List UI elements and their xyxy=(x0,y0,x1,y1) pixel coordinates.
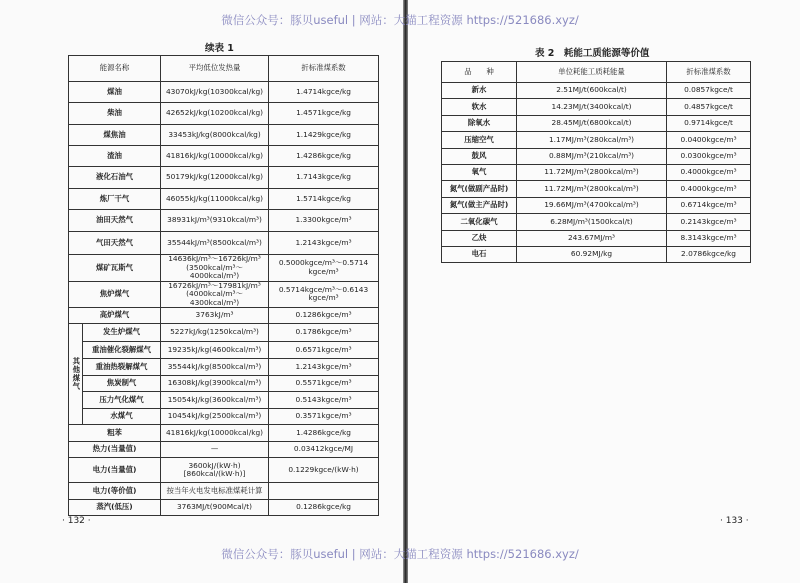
unit-energy: 19.66MJ/m³(4700kcal/m³) xyxy=(517,197,667,213)
table-row xyxy=(442,132,751,148)
medium-name: 氮气(做副产品时) xyxy=(442,181,517,197)
table-row xyxy=(69,500,379,516)
energy-name: 重油热裂解煤气 xyxy=(83,359,161,376)
energy-name: 焦炉煤气 xyxy=(69,281,161,308)
heat-value: — xyxy=(161,442,269,458)
unit-energy: 11.72MJ/m³(2800kcal/m³) xyxy=(517,181,667,197)
coal-coefficient: 0.2143kgce/m³ xyxy=(667,214,751,230)
table-row xyxy=(442,148,751,164)
heat-value: 3763MJ/t(900Mcal/t) xyxy=(161,500,269,516)
medium-name: 电石 xyxy=(442,246,517,262)
coal-coefficient: 0.1286kgce/m³ xyxy=(269,308,379,324)
header-coal-coefficient: 折标准煤系数 xyxy=(667,62,751,83)
heat-value: 5227kJ/kg(1250kcal/m³) xyxy=(161,324,269,342)
table-row xyxy=(69,376,379,392)
coal-coefficient: 0.0400kgce/m³ xyxy=(667,132,751,148)
heat-value: 43070kJ/kg(10300kcal/kg) xyxy=(161,82,269,103)
table-row xyxy=(442,181,751,197)
unit-energy: 6.28MJ/m³(1500kcal/t) xyxy=(517,214,667,230)
heat-value: 33453kJ/kg(8000kcal/kg) xyxy=(161,125,269,146)
table-row xyxy=(69,458,379,483)
unit-energy: 1.17MJ/m³(280kcal/m³) xyxy=(517,132,667,148)
heat-value: 3600kJ/(kW·h) [860kcal/(kW·h)] xyxy=(161,458,269,483)
table-row xyxy=(442,197,751,213)
coal-coefficient: 0.4000kgce/m³ xyxy=(667,181,751,197)
medium-name: 除氧水 xyxy=(442,115,517,131)
table-row xyxy=(442,230,751,246)
table-row xyxy=(442,115,751,131)
coal-coefficient: 1.3300kgce/m³ xyxy=(269,210,379,232)
watermark-top: 微信公众号：豚贝useful | 网站：大猫工程资源 https://521686.xyz/ xyxy=(221,13,579,27)
heat-value: 41816kJ/kg(10000kcal/kg) xyxy=(161,425,269,442)
page-number-left: · 132 · xyxy=(62,516,91,526)
table-header-row xyxy=(442,62,751,83)
energy-name: 气田天然气 xyxy=(69,232,161,255)
table-row xyxy=(442,246,751,262)
table-row xyxy=(69,82,379,103)
energy-name: 煤焦油 xyxy=(69,125,161,146)
coal-coefficient: 1.4286kgce/kg xyxy=(269,146,379,167)
energy-name: 粗苯 xyxy=(69,425,161,442)
coal-coefficient: 0.0857kgce/t xyxy=(667,83,751,99)
table-row xyxy=(69,342,379,359)
energy-name: 焦炭制气 xyxy=(83,376,161,392)
table-row xyxy=(69,425,379,442)
coal-coefficient: 0.6714kgce/m³ xyxy=(667,197,751,213)
coal-coefficient: 0.5571kgce/m³ xyxy=(269,376,379,392)
coal-coefficient: 1.4571kgce/kg xyxy=(269,103,379,125)
unit-energy: 0.88MJ/m³(210kcal/m³) xyxy=(517,148,667,164)
table-row xyxy=(69,210,379,232)
table-row xyxy=(69,324,379,342)
energy-name: 压力气化煤气 xyxy=(83,392,161,409)
medium-name: 氧气 xyxy=(442,164,517,180)
energy-name: 热力(当量值) xyxy=(69,442,161,458)
medium-name: 氮气(做主产品时) xyxy=(442,197,517,213)
heat-value: 35544kJ/kg(8500kcal/m³) xyxy=(161,359,269,376)
energy-name: 电力(当量值) xyxy=(69,458,161,483)
energy-name: 液化石油气 xyxy=(69,167,161,189)
coal-coefficient: 1.2143kgce/m³ xyxy=(269,359,379,376)
energy-name: 蒸汽(低压) xyxy=(69,500,161,516)
coal-coefficient: 2.0786kgce/kg xyxy=(667,246,751,262)
coal-coefficient: 0.5714kgce/m³～0.6143 kgce/m³ xyxy=(269,281,379,308)
coal-coefficient: 0.1229kgce/(kW·h) xyxy=(269,458,379,483)
medium-name: 新水 xyxy=(442,83,517,99)
medium-name: 压缩空气 xyxy=(442,132,517,148)
heat-value: 41816kJ/kg(10000kcal/kg) xyxy=(161,146,269,167)
table-row xyxy=(69,359,379,376)
table-row xyxy=(69,442,379,458)
table-row xyxy=(69,308,379,324)
medium-name: 乙炔 xyxy=(442,230,517,246)
coal-coefficient: 8.3143kgce/m³ xyxy=(667,230,751,246)
heat-value: 16308kJ/kg(3900kcal/m³) xyxy=(161,376,269,392)
heat-value: 50179kJ/kg(12000kcal/kg) xyxy=(161,167,269,189)
table-row xyxy=(69,255,379,282)
table-row xyxy=(69,167,379,189)
coal-coefficient: 0.6571kgce/m³ xyxy=(269,342,379,359)
energy-name: 油田天然气 xyxy=(69,210,161,232)
coal-coefficient: 0.4857kgce/t xyxy=(667,99,751,115)
medium-name: 二氧化碳气 xyxy=(442,214,517,230)
header-heat-value: 平均低位发热量 xyxy=(161,56,269,82)
working-medium-equivalent-table xyxy=(441,61,751,263)
table-row xyxy=(442,214,751,230)
table-row xyxy=(69,483,379,500)
coal-coefficient: 1.2143kgce/m³ xyxy=(269,232,379,255)
book-binding xyxy=(403,0,408,583)
energy-name: 炼厂干气 xyxy=(69,189,161,210)
energy-name: 渣油 xyxy=(69,146,161,167)
heat-value: 按当年火电发电标准煤耗计算 xyxy=(161,483,269,500)
table-row xyxy=(69,146,379,167)
watermark-bottom: 微信公众号：豚贝useful | 网站：大猫工程资源 https://521686.xyz/ xyxy=(221,547,579,561)
heat-value: 19235kJ/kg(4600kcal/m³) xyxy=(161,342,269,359)
energy-name: 电力(等价值) xyxy=(69,483,161,500)
table-row xyxy=(69,409,379,425)
unit-energy: 11.72MJ/m³(2800kcal/m³) xyxy=(517,164,667,180)
header-coal-coefficient: 折标准煤系数 xyxy=(269,56,379,82)
coal-coefficient: 0.9714kgce/t xyxy=(667,115,751,131)
heat-value: 35544kJ/m³(8500kcal/m³) xyxy=(161,232,269,255)
energy-conversion-table xyxy=(68,55,379,516)
header-variety: 品 种 xyxy=(442,62,517,83)
right-table-caption: 表 2 耗能工质能源等价值 xyxy=(535,48,650,59)
medium-name: 鼓风 xyxy=(442,148,517,164)
group-label-other-gas: 其他煤气 xyxy=(69,324,83,425)
coal-coefficient: 1.7143kgce/kg xyxy=(269,167,379,189)
energy-name: 重油催化裂解煤气 xyxy=(83,342,161,359)
medium-name: 软水 xyxy=(442,99,517,115)
coal-coefficient: 0.1286kgce/kg xyxy=(269,500,379,516)
energy-name: 煤矿瓦斯气 xyxy=(69,255,161,282)
coal-coefficient: 1.4286kgce/kg xyxy=(269,425,379,442)
table-row xyxy=(69,232,379,255)
energy-name: 发生炉煤气 xyxy=(83,324,161,342)
header-energy-name: 能源名称 xyxy=(69,56,161,82)
coal-coefficient: 0.5143kgce/m³ xyxy=(269,392,379,409)
table-row xyxy=(69,189,379,210)
coal-coefficient: 0.0300kgce/m³ xyxy=(667,148,751,164)
table-header-row xyxy=(69,56,379,82)
unit-energy: 60.92MJ/kg xyxy=(517,246,667,262)
coal-coefficient xyxy=(269,483,379,500)
coal-coefficient: 0.4000kgce/m³ xyxy=(667,164,751,180)
energy-name: 水煤气 xyxy=(83,409,161,425)
table-row xyxy=(69,281,379,308)
coal-coefficient: 0.3571kgce/m³ xyxy=(269,409,379,425)
energy-name: 柴油 xyxy=(69,103,161,125)
energy-name: 煤油 xyxy=(69,82,161,103)
heat-value: 46055kJ/kg(11000kcal/kg) xyxy=(161,189,269,210)
heat-value: 16726kJ/m³～17981kJ/m³ (4000kcal/m³～4300kcal/m³) xyxy=(161,281,269,308)
coal-coefficient: 1.5714kgce/kg xyxy=(269,189,379,210)
heat-value: 38931kJ/m³(9310kcal/m³) xyxy=(161,210,269,232)
table-row xyxy=(69,392,379,409)
heat-value: 42652kJ/kg(10200kcal/kg) xyxy=(161,103,269,125)
coal-coefficient: 0.03412kgce/MJ xyxy=(269,442,379,458)
coal-coefficient: 1.4714kgce/kg xyxy=(269,82,379,103)
heat-value: 15054kJ/kg(3600kcal/m³) xyxy=(161,392,269,409)
unit-energy: 14.23MJ/t(3400kcal/t) xyxy=(517,99,667,115)
coal-coefficient: 1.1429kgce/kg xyxy=(269,125,379,146)
unit-energy: 243.67MJ/m³ xyxy=(517,230,667,246)
table-row xyxy=(442,83,751,99)
table-row xyxy=(69,103,379,125)
heat-value: 14636kJ/m³～16726kJ/m³ (3500kcal/m³～4000kcal/m³) xyxy=(161,255,269,282)
unit-energy: 28.45MJ/t(6800kcal/t) xyxy=(517,115,667,131)
energy-name: 高炉煤气 xyxy=(69,308,161,324)
table-row xyxy=(442,164,751,180)
unit-energy: 2.51MJ/t(600kcal/t) xyxy=(517,83,667,99)
header-unit-energy: 单位耗能工质耗能量 xyxy=(517,62,667,83)
coal-coefficient: 0.1786kgce/m³ xyxy=(269,324,379,342)
table-row xyxy=(442,99,751,115)
table-row xyxy=(69,125,379,146)
page-number-right: · 133 · xyxy=(720,516,749,526)
left-table-caption: 续表 1 xyxy=(205,43,234,54)
heat-value: 3763kJ/m³ xyxy=(161,308,269,324)
coal-coefficient: 0.5000kgce/m³～0.5714 kgce/m³ xyxy=(269,255,379,282)
heat-value: 10454kJ/kg(2500kcal/m³) xyxy=(161,409,269,425)
